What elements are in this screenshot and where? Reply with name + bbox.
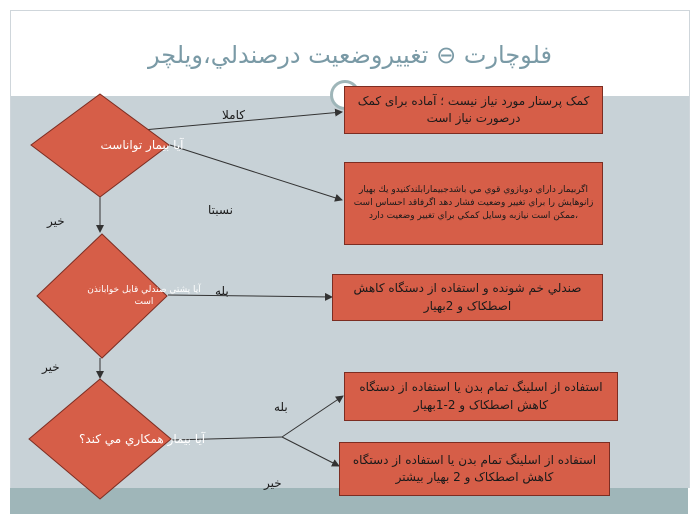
decision-text: آيا بيمار همكاري مي كند؟ [78, 431, 206, 446]
outcome-sling-1-2-aides: استفاده از اسلینگ تمام بدن یا استفاده از دستگاه کاهش اصطکاک و 2-1بهيار [344, 372, 618, 421]
edge-label-yes-1: بله [215, 284, 229, 298]
outcome-reclining-chair: صندلي خم شونده و استفاده از دستگاه کاهش اصطکاک و 2بهيار [332, 274, 603, 321]
edge-label-no-2: خير [42, 360, 60, 374]
edge-label-no-1: خير [47, 214, 65, 228]
slide-title: فلوچارت ⊖ تغییروضعیت درصندلي،ويلچر [148, 41, 552, 69]
outcome-no-nurse-needed: کمک پرستار مورد نیاز نیست ؛ آماده برای کمک درصورت نیاز است [344, 86, 603, 134]
decision-patient-able [30, 93, 184, 198]
arrow-d3-to-outcome5 [282, 437, 339, 466]
edge-label-yes-2: بله [274, 400, 288, 414]
outcome-strong-arms: اگربيمار داراي دوبازوي قوي مي باشدجبيمارابلندكنيدو يك بهيار زانوهايش را براي تغيير وضعيت فشار دهد اگرفاقد احساس است ،ممكن است نيازبه وسايل كمكي براي تغيير وضعيت دارد [344, 162, 603, 245]
edge-label-partially: نسبتا [208, 203, 233, 217]
edge-label-no-3: خير [264, 476, 282, 490]
decision-text: آيا پشتي صندلي قابل خوابانذن است [87, 284, 201, 307]
outcome-sling-2-plus-aides: استفاده از اسلینگ تمام بدن یا استفاده از دستگاه کاهش اصطکاک و 2 بهيار بيشتر [339, 442, 610, 496]
decision-patient-cooperates [28, 378, 206, 500]
edge-label-fully: كاملا [222, 108, 245, 122]
decision-backrest-reclinable [36, 233, 201, 359]
arrow-d3-to-outcome4 [282, 396, 343, 437]
decision-text: آيا بيمار تواناست [100, 138, 184, 153]
